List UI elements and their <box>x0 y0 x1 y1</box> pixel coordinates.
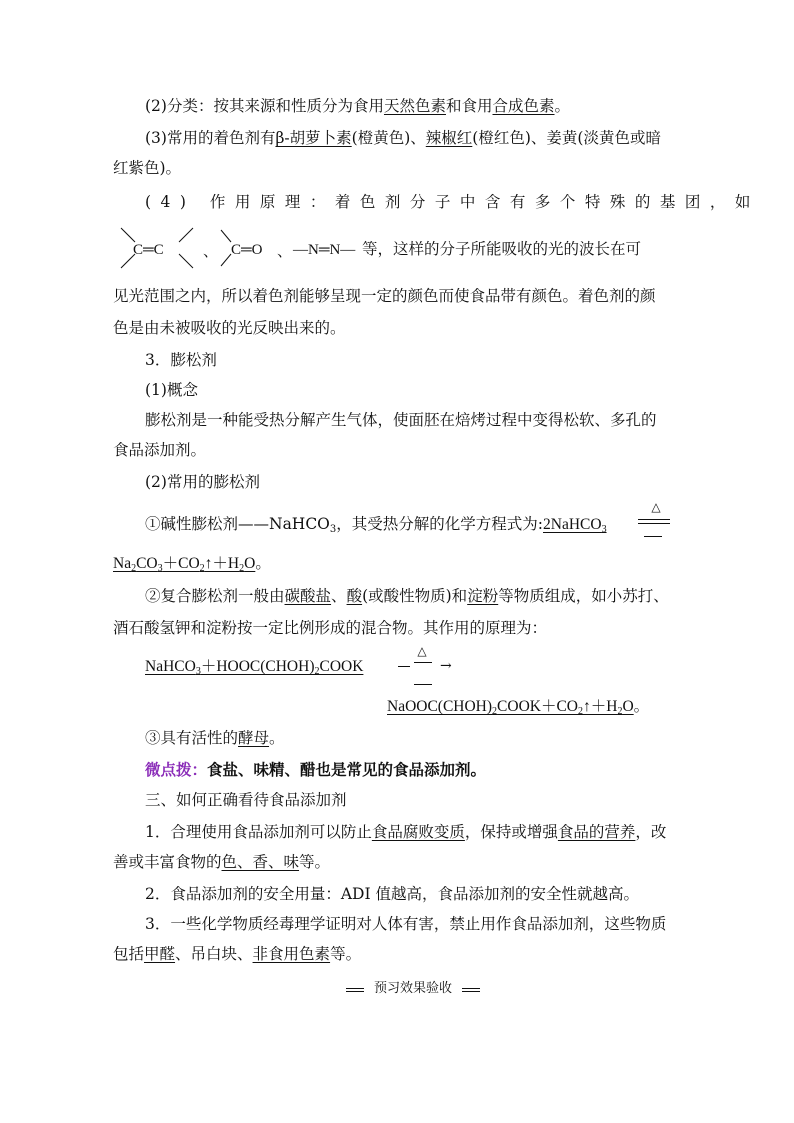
classification-end: 。 <box>554 97 571 115</box>
section-3-heading: 三、如何正确看待食品添加剂 <box>145 791 347 809</box>
group-separator-2: 、 <box>277 244 293 260</box>
tip-label: 微点拨： <box>145 760 208 779</box>
co-bond-upper <box>221 230 231 242</box>
compound-products: $NaOOC(CHOH)_2COOK+CO_2↑+H_2O$ <box>387 698 634 717</box>
co-group: C═O <box>231 242 263 258</box>
section-3-item-1-line-2: 善或丰富食物的色、香、味等。 <box>113 853 331 871</box>
alkaline-end: 。 <box>255 555 271 572</box>
principle-line-1: (4) 作用原理：着色剂分子中含有多个特殊的基团，如 <box>145 193 760 211</box>
tip-text: 食盐、味精、醋也是常见的食品添加剂。 <box>207 760 487 779</box>
banner-label: 预习效果验收 <box>364 980 462 998</box>
compound-dash-left <box>398 666 410 667</box>
nn-group: —N═N— <box>293 242 356 258</box>
carotene-term: β-胡萝卜素 <box>275 129 352 147</box>
alkaline-equation-line: ①碱性膨松剂——NaHCO$_3$，其受热分解的化学方程式为:2NaHCO$_3$ <box>145 515 607 535</box>
cc-bond-upper-right <box>179 228 193 242</box>
co-bond-lower <box>221 254 231 266</box>
compound-end: 。 <box>633 698 650 715</box>
concept-label: (1)概念 <box>145 381 198 399</box>
compound-products-line <box>387 697 649 717</box>
yeast-term: 酵母 <box>238 729 270 747</box>
compound-heat-condition: △ <box>417 644 427 658</box>
compound-text-3: 等物质组成，如小苏打、 <box>498 587 669 605</box>
group-separator-1: 、 <box>203 244 219 260</box>
concept-line-2: 食品添加剂。 <box>113 441 207 459</box>
cc-bond-upper-left <box>121 228 135 242</box>
principle-line-2: 等，这样的分子所能吸收的光的波长在可 <box>362 240 642 258</box>
common-colorants-line-2: 红紫色)。 <box>113 159 182 177</box>
yeast-line: ③具有活性的酵母。 <box>145 729 285 747</box>
synthetic-colorant-term: 合成色素 <box>492 97 555 115</box>
compound-reactants-line <box>145 657 363 677</box>
common-colorants-label: (3)常用的着色剂有 <box>145 129 276 147</box>
starch-term: 淀粉 <box>467 587 499 605</box>
compound-intro: ②复合膨松剂 <box>145 587 239 605</box>
compound-text-1: 一般由 <box>238 587 285 605</box>
formaldehyde-term: 甲醛 <box>144 945 176 963</box>
nutrition-term: 食品的营养 <box>557 823 636 841</box>
section-3-item-3-line-2: 包括甲醛、吊白块、非食用色素等。 <box>113 945 362 963</box>
principle-line-3: 见光范围之内，所以着色剂能够呈现一定的颜色而使食品带有颜色。着色剂的颜 <box>113 287 656 305</box>
natural-colorant-term: 天然色素 <box>383 97 446 115</box>
carbonate-term: 碳酸盐 <box>284 587 332 605</box>
classification-mid: 和食用 <box>445 97 493 115</box>
preview-check-banner <box>346 980 480 998</box>
compound-line-2: 酒石酸氢钾和淀粉按一定比例形成的混合物。其作用的原理为： <box>113 619 548 637</box>
nonfood-colorant-term: 非食用色素 <box>252 945 331 963</box>
compound-equals-bar-1 <box>414 662 432 663</box>
compound-arrow: → <box>440 658 452 674</box>
alkaline-products: $Na_2CO_3+CO_2↑+H_2O$ <box>113 555 256 574</box>
alkaline-intro: ①碱性膨松剂——NaHCO <box>145 515 330 533</box>
acid-term: 酸 <box>346 587 363 605</box>
principle-line-4: 色是由未被吸收的光反映出来的。 <box>113 319 346 337</box>
flavor-term: 色、香、味 <box>221 853 300 871</box>
compound-reactants: $NaHCO_3+HOOC(CHOH)_2COOK$ <box>145 658 364 677</box>
concept-line-1: 膨松剂是一种能受热分解产生气体，使面胚在焙烤过程中变得松软、多孔的 <box>145 411 657 429</box>
compound-text-2: (或酸性物质)和 <box>362 587 468 605</box>
alkaline-equals-bar-3 <box>644 536 662 537</box>
carotene-color: (橙黄色)、 <box>351 129 426 147</box>
capsanthin-term: 辣椒红 <box>425 129 473 147</box>
alkaline-intro-rest: ，其受热分解的化学方程式为: <box>336 515 543 533</box>
section-3-item-1: 1．合理使用食品添加剂可以防止食品腐败变质，保持或增强食品的营养，改 <box>145 823 667 841</box>
cc-group: C═C <box>133 242 164 258</box>
common-leavening-label: (2)常用的膨松剂 <box>145 473 260 491</box>
classification-line <box>145 96 570 116</box>
spoilage-term: 食品腐败变质 <box>371 823 465 841</box>
alkaline-reactant: 2NaHCO$_3$ <box>543 516 607 535</box>
alkaline-heat-condition: △ <box>651 500 661 514</box>
compound-line-1: ②复合膨松剂一般由碳酸盐、酸(或酸性物质)和淀粉等物质组成，如小苏打、 <box>145 587 669 605</box>
cc-bond-lower-right <box>179 254 193 268</box>
leavening-heading: 3．膨松剂 <box>145 351 217 369</box>
common-colorants-line <box>145 128 661 148</box>
classification-label: (2)分类：按其来源和性质分为食用 <box>145 97 384 115</box>
section-3-item-2: 2．食品添加剂的安全用量：ADI 值越高，食品添加剂的安全性就越高。 <box>145 885 640 903</box>
tip-line <box>145 760 486 780</box>
alkaline-equals-bar-1 <box>638 519 670 520</box>
capsanthin-color: (橙红色)、姜黄(淡黄色或暗 <box>472 129 661 147</box>
alkaline-products-line <box>113 554 271 574</box>
yeast-prefix: ③具有活性的 <box>145 729 239 747</box>
compound-equals-bar-2 <box>414 684 432 685</box>
section-3-item-3: 3．一些化学物质经毒理学证明对人体有害，禁止用作食品添加剂，这些物质 <box>145 915 667 933</box>
alkaline-equals-bar-2 <box>638 523 670 524</box>
